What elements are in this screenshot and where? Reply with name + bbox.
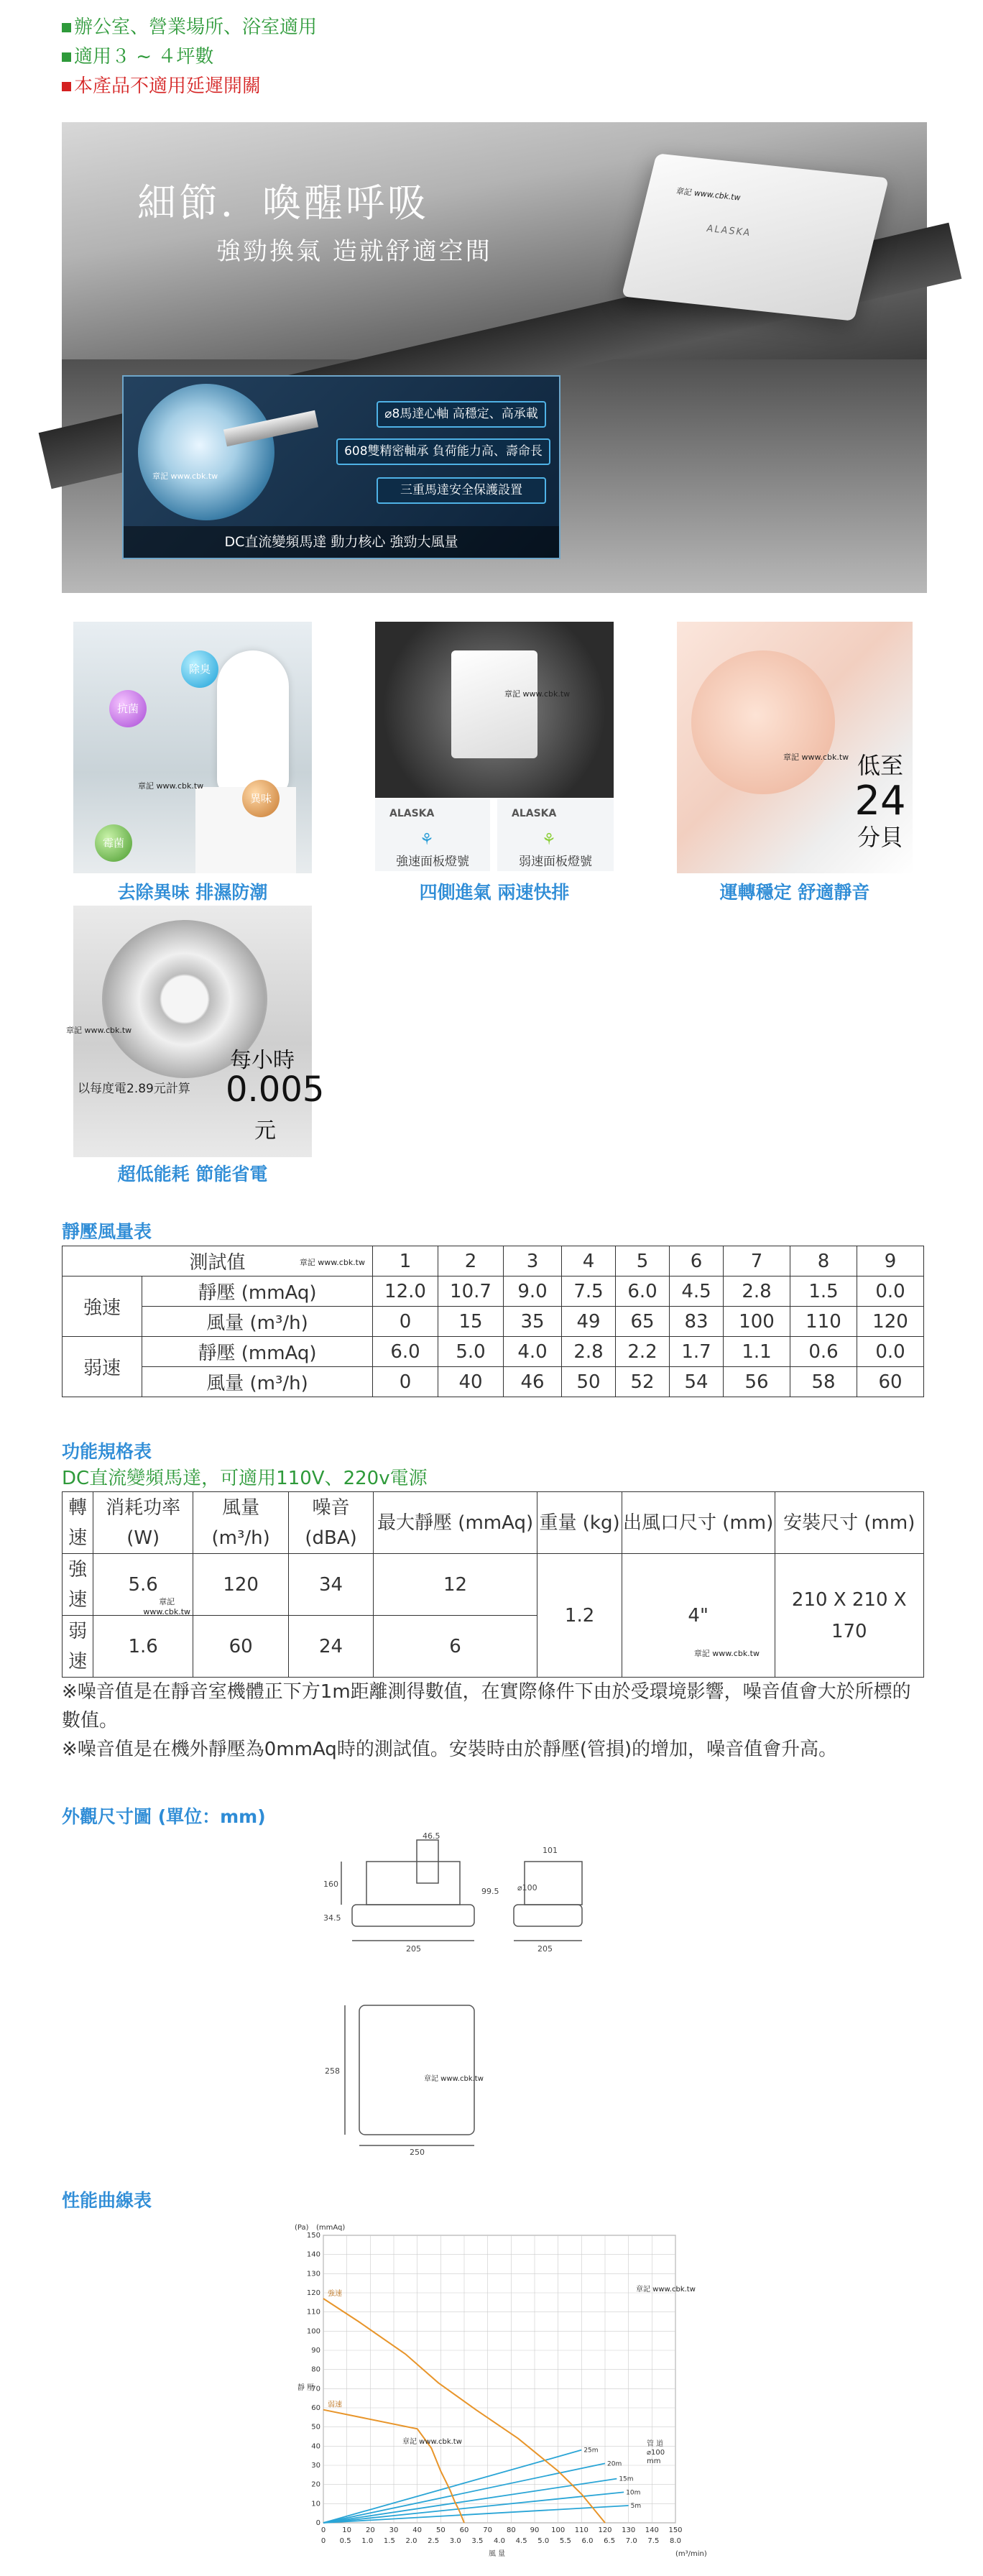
hero-title: 細節．喚醒呼吸 [137,180,429,226]
y-tick-label: 130 [306,2270,320,2278]
table-cell: 52 [616,1367,670,1397]
motor-feature-pill: 三重馬達安全保護設置 [377,477,546,504]
y-tick-label: 10 [311,2500,320,2508]
table-row [63,1554,924,1616]
y-ticks [307,2232,320,2527]
table-cell: 4.5 [670,1276,724,1307]
bottom-ticks [321,2537,681,2545]
bottom-tick-label: 8.0 [670,2537,681,2545]
speed-cell: 強速 [63,1554,93,1616]
install-cell: 210 X 210 X 170 [775,1554,923,1678]
side-grille [514,1905,582,1926]
header-cell: 風量 (m³/h) [193,1492,289,1554]
y-unit-label: (mmAq) [316,2224,346,2232]
dim-label: 34.5 [323,1913,341,1923]
table-cell: 56 [724,1367,790,1397]
bullet-item [62,13,317,42]
table-cell: 46 [504,1367,562,1397]
fan-panel-image [451,650,537,758]
bottom-tick-label: 0.5 [339,2537,351,2545]
table-cell: 1.7 [670,1337,724,1367]
noise-unit: 分貝 [857,824,903,851]
duct-label: 15m [619,2475,634,2483]
y-tick-label: 90 [311,2347,320,2355]
table-row [63,1337,924,1367]
watermark: 章記 www.cbk.tw [504,689,571,699]
bubble-icon: 抗菌 [109,690,147,727]
duct-legend: 管 道 [647,2440,664,2448]
dim-label: 46.5 [423,1831,440,1841]
bullet-item [62,72,317,101]
y-tick-label: 70 [311,2385,320,2393]
table-row [63,1246,924,1276]
red-square-icon [62,82,71,91]
fan-led-icon: ⚘ [420,831,434,849]
row-label: 風量 (m³/h) [142,1367,373,1397]
dim-label: 99.5 [481,1887,499,1896]
speed-cell: 弱速 [63,1616,93,1678]
bottom-tick-label: 7.0 [625,2537,637,2545]
table-cell: 100 [724,1307,790,1337]
feature-caption: 四側進氣 兩速快排 [419,882,570,903]
pressure-table-heading: 靜壓風量表 [62,1221,152,1242]
table-cell: 6.0 [616,1276,670,1307]
y-tick-label: 80 [311,2365,320,2374]
table-row [63,1276,924,1307]
pressure-cell: 6 [373,1616,537,1678]
strong-speed-panel [375,799,490,871]
table-cell: 0 [373,1307,438,1337]
green-square-icon [62,23,71,32]
dim-label: 205 [537,1944,553,1954]
x-tick-label: 80 [506,2526,516,2534]
row-label: 靜壓 (mmAq) [142,1276,373,1307]
duct-label: 20m [607,2460,622,2468]
x-tick-label: 60 [459,2526,469,2534]
airflow-cell: 120 [193,1554,289,1616]
table-cell: 12.0 [373,1276,438,1307]
hero-banner [62,122,927,593]
panel-logo: ALASKA [389,808,435,819]
usage-bullets [62,13,317,101]
table-cell: 60 [857,1367,924,1397]
motor-caption: DC直流變頻馬達 動力核心 強勁大風量 [124,526,559,558]
x-axis-label: 風 量 [489,2550,506,2558]
x-tick-label: 120 [598,2526,612,2534]
watermark: 章記 www.cbk.tw [783,753,849,762]
x-tick-label: 140 [645,2526,659,2534]
y-tick-label: 140 [306,2250,320,2259]
bottom-tick-label: 2.0 [405,2537,417,2545]
green-square-icon [62,52,71,62]
header-cell: 出風口尺寸 (mm) [622,1492,775,1554]
bullet-text: 本產品不適用延遲開關 [74,75,262,97]
dim-label: ⌀100 [517,1883,537,1892]
table-cell: 7 [724,1246,790,1276]
spec-table-heading: 功能規格表 [62,1441,152,1462]
bottom-tick-label: 5.0 [537,2537,550,2545]
bottom-tick-label: 7.5 [647,2537,660,2545]
y-tick-label: 20 [311,2480,320,2489]
toilet-image [217,650,289,794]
fan-product-image [622,153,889,321]
feature-caption: 運轉穩定 舒適靜音 [719,882,870,903]
table-cell: 0.6 [790,1337,857,1367]
watermark: 章記 www.cbk.tw [138,781,204,791]
dim-label: 205 [406,1944,421,1954]
header-cell: 噪音 (dBA) [289,1492,373,1554]
y-tick-label: 100 [306,2327,320,2336]
x-tick-label: 100 [551,2526,566,2534]
noise-cell: 34 [289,1554,373,1616]
y-tick-label: 110 [306,2308,320,2317]
power-value: 5.6 [128,1573,158,1596]
performance-chart [287,2214,719,2559]
header-cell: 重量 (kg) [537,1492,622,1554]
x-tick-label: 10 [342,2526,352,2534]
weight-cell: 1.2 [537,1554,622,1678]
table-cell: 2.8 [724,1276,790,1307]
table-cell: 54 [670,1367,724,1397]
x-tick-label: 40 [412,2526,423,2534]
outlet-value: 4" [688,1604,709,1627]
speed-group-cell: 強速 [63,1276,142,1337]
baby-image [691,650,835,794]
spec-table [62,1491,924,1678]
table-cell: 110 [790,1307,857,1337]
feature-caption: 去除異味 排濕防潮 [117,882,268,903]
weak-speed-panel [497,799,614,871]
energy-note: 以每度電2.89元計算 [78,1082,190,1096]
y-tick-label: 50 [311,2423,320,2432]
table-cell: 50 [562,1367,616,1397]
y-tick-label: 150 [306,2232,320,2240]
table-cell: 4.0 [504,1337,562,1367]
table-cell: 3 [504,1246,562,1276]
feature-tile-energy [66,906,325,1157]
table-row [63,1367,924,1397]
front-grille [352,1905,474,1926]
table-cell: 6.0 [373,1337,438,1367]
x-unit-label: (m³/min) [675,2550,707,2558]
motor-feature-box [122,375,560,559]
dim-label: 250 [410,2148,425,2157]
duct-legend: mm [647,2457,661,2465]
bottom-tick-label: 6.5 [604,2537,616,2545]
noise-cell: 24 [289,1616,373,1678]
watermark: 章記 www.cbk.tw [152,472,218,481]
y-tick-label: 30 [311,2462,320,2470]
watermark: 章記 www.cbk.tw [693,1649,760,1658]
header-cell: 轉速 [63,1492,93,1554]
series-label: 強速 [328,2290,342,2298]
bottom-tick-label: 4.5 [515,2537,527,2545]
feature-tile-intake [375,622,614,798]
x-tick-label: 70 [483,2526,493,2534]
header-cell: 安裝尺寸 (mm) [775,1492,923,1554]
table-cell: 7.5 [562,1276,616,1307]
panel-label: 強速面板燈號 [396,855,469,869]
notes [62,1678,924,1764]
table-cell: 49 [562,1307,616,1337]
watermark: 章記 www.cbk.tw [636,2286,696,2294]
bottom-tick-label: 3.5 [471,2537,484,2545]
table-cell: 9.0 [504,1276,562,1307]
duct-legend: ⌀100 [647,2449,665,2457]
x-tick-label: 130 [622,2526,636,2534]
fan-led-icon: ⚘ [542,831,556,849]
curve-heading: 性能曲線表 [62,2190,152,2211]
watermark: 章記 www.cbk.tw [424,2075,484,2083]
dim-label: 258 [325,2066,340,2076]
duct-label: 10m [626,2489,641,2497]
dim-label: 160 [323,1880,338,1889]
fan-logo: ALASKA [705,223,752,239]
table-cell: 0.0 [857,1337,924,1367]
bottom-panel [359,2005,474,2135]
bubble-icon: 霉菌 [95,824,132,862]
x-tick-label: 150 [668,2526,683,2534]
table-cell: 9 [857,1246,924,1276]
power-cell: 1.6 [93,1616,193,1678]
dimension-heading: 外觀尺寸圖 (單位：mm) [62,1806,266,1827]
motor-feature-pill: 608雙精密軸承 負荷能力高、壽命長 [336,438,550,465]
series-label: 弱速 [328,2401,342,2409]
table-cell: 120 [857,1307,924,1337]
watermark: 章記 www.cbk.tw [66,1026,132,1035]
watermark: 章記 www.cbk.tw [143,1597,191,1616]
noise-overlay [848,751,913,852]
airflow-cell: 60 [193,1616,289,1678]
table-cell: 1.1 [724,1337,790,1367]
watermark: 章記 www.cbk.tw [675,186,742,203]
table-cell: 2 [438,1246,504,1276]
table-row [63,1492,924,1554]
bubble-icon: 異味 [242,780,280,817]
dimension-drawing [309,1833,582,2156]
watermark: 章記 www.cbk.tw [299,1258,365,1267]
table-cell: 15 [438,1307,504,1337]
y-tick-label: 0 [315,2519,320,2527]
y-axis-label: 靜 壓 [297,2384,315,2392]
x-tick-label: 110 [574,2526,589,2534]
pressure-cell: 12 [373,1554,537,1616]
panel-logo: ALASKA [512,808,557,819]
table-cell: 8 [790,1246,857,1276]
duct-label: 25m [583,2447,599,2455]
x-tick-label: 20 [365,2526,375,2534]
duct-label: 5m [630,2503,642,2510]
bullet-item [62,42,317,72]
bullet-text: 適用３ ~ ４坪數 [74,46,214,68]
spec-subheading: DC直流變頻馬達，可適用110V、220v電源 [62,1468,428,1489]
bubble-icon: 除臭 [181,650,218,688]
test-label: 測試值 [189,1252,246,1274]
bottom-tick-label: 1.0 [361,2537,374,2545]
header-cell: 消耗功率 (W) [93,1492,193,1554]
x-ticks [321,2526,683,2534]
table-cell: 5.0 [438,1337,504,1367]
table-cell: 1 [373,1246,438,1276]
bottom-tick-label: 2.5 [428,2537,440,2545]
table-cell: 40 [438,1367,504,1397]
motor-feature-pill: ⌀8馬達心軸 高穩定、高承載 [377,401,546,428]
table-cell: 6 [670,1246,724,1276]
table-cell: 65 [616,1307,670,1337]
panel-label: 弱速面板燈號 [519,855,592,869]
noise-prefix: 低至 [857,752,903,779]
note-line: ※噪音值是在機外靜壓為0mmAq時的測試值。安裝時由於靜壓(管損)的增加，噪音值會升高。 [62,1739,838,1760]
note-line: ※噪音值是在靜音室機體正下方1m距離測得數值，在實際條件下由於受環境影響，噪音值會大於所標的數值。 [62,1681,911,1731]
bullet-text: 辦公室、營業場所、浴室適用 [74,17,318,38]
hero-subtitle: 強勁換氣 造就舒適空間 [216,237,492,266]
feature-caption: 超低能耗 節能省電 [117,1164,268,1184]
table-cell: 0.0 [857,1276,924,1307]
y-tick-label: 40 [311,2442,320,2451]
y-tick-label: 60 [311,2404,320,2412]
feature-tile-quiet [677,622,913,873]
bottom-tick-label: 4.0 [494,2537,505,2545]
energy-prefix: 每小時 [230,1048,295,1073]
x-tick-label: 90 [530,2526,540,2534]
pressure-table [62,1246,924,1397]
motor-image [138,384,274,520]
bottom-tick-label: 0 [320,2537,326,2545]
noise-value: 24 [854,778,906,824]
bottom-tick-label: 6.0 [581,2537,594,2545]
outlet-cell [622,1554,775,1678]
table-cell: 35 [504,1307,562,1337]
table-cell: 10.7 [438,1276,504,1307]
power-cell [93,1554,193,1616]
energy-unit: 元 [254,1118,276,1144]
row-label: 靜壓 (mmAq) [142,1337,373,1367]
table-cell: 5 [616,1246,670,1276]
table-cell: 1.5 [790,1276,857,1307]
x-tick-label: 50 [435,2526,446,2534]
speed-group-cell: 弱速 [63,1337,142,1397]
table-cell: 0 [373,1367,438,1397]
bottom-tick-label: 1.5 [383,2537,395,2545]
bottom-tick-label: 3.0 [449,2537,461,2545]
table-cell: 58 [790,1367,857,1397]
table-cell: 2.8 [562,1337,616,1367]
row-label: 風量 (m³/h) [142,1307,373,1337]
table-cell: 83 [670,1307,724,1337]
feature-tile-deodorize [73,622,312,873]
front-body [366,1862,460,1905]
x-tick-label: 30 [389,2526,399,2534]
table-cell: 2.2 [616,1337,670,1367]
table-cell: 4 [562,1246,616,1276]
energy-value: 0.005 [226,1070,325,1110]
y-unit-label: (Pa) [295,2224,309,2232]
x-tick-label: 0 [320,2526,326,2534]
test-label-cell [63,1246,373,1276]
dim-label: 101 [543,1846,558,1855]
y-tick-label: 120 [306,2289,320,2297]
watermark: 章記 www.cbk.tw [402,2438,462,2446]
bottom-tick-label: 5.5 [559,2537,571,2545]
header-cell: 最大靜壓 (mmAq) [373,1492,537,1554]
table-row [63,1307,924,1337]
